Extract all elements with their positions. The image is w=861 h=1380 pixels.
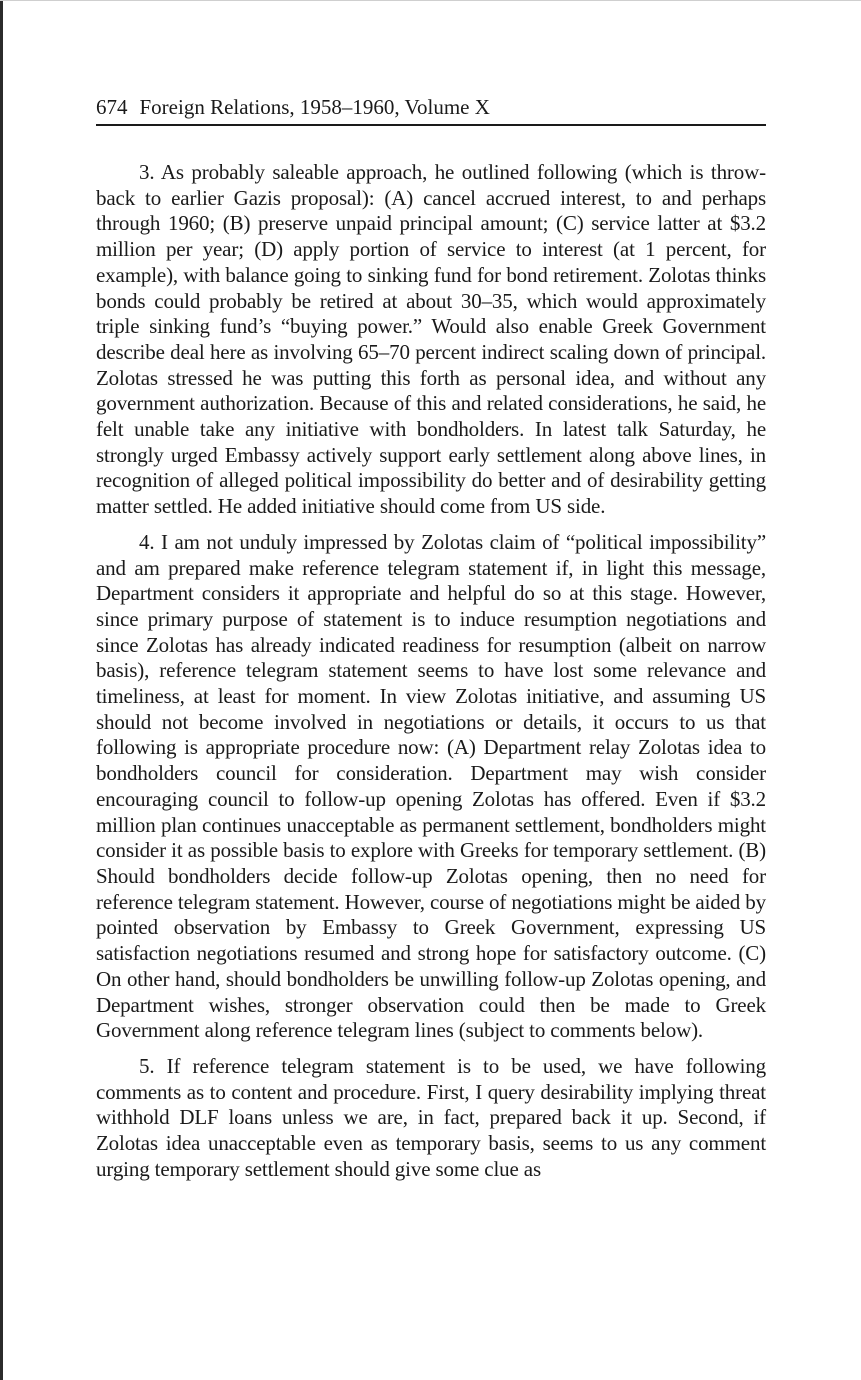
document-body xyxy=(96,160,766,1192)
running-title: Foreign Relations, 1958–1960, Volume X xyxy=(139,95,490,119)
paragraph-3: 3. As probably saleable approach, he outlined following (which is throw-back to earlier Gazis proposal): (A) cancel accrued interest, to and perhaps through 1960; (B) preserve unpaid principal amount; (C) service latter at $3.2 million per year; (D) apply portion of service to interest (at 1 percent, for example), with balance going to sinking fund for bond retirement. Zolotas thinks bonds could probably be retired at about 30–35, which would approximately triple sinking fund’s “buying power.” Would also enable Greek Government describe deal here as involving 65–70 percent indirect scaling down of principal. Zolotas stressed he was putting this forth as personal idea, and without any government authorization. Because of this and related considerations, he said, he felt unable take any initiative with bondholders. In latest talk Saturday, he strongly urged Embassy actively support early settlement along above lines, in recognition of alleged political impossibility do better and of desirability getting matter settled. He added initiative should come from US side. xyxy=(96,160,766,519)
running-header xyxy=(96,92,766,126)
scan-border-top xyxy=(0,0,861,1)
paragraph-5: 5. If reference telegram statement is to be used, we have following comments as to content and procedure. First, I query desirability implying threat withhold DLF loans unless we are, in fact, prepared back it up. Second, if Zolotas idea unacceptable even as temporary basis, seems to us any comment urging temporary settlement should give some clue as xyxy=(96,1053,766,1181)
scan-border-left xyxy=(0,0,3,1380)
page-number: 674 xyxy=(96,95,128,119)
paragraph-4: 4. I am not unduly impressed by Zolotas claim of “political impossibility” and am prepared make reference telegram statement if, in light this message, Department considers it appropriate and helpful do so at this stage. However, since primary purpose of statement is to induce resumption negotiations and since Zolotas has already indicated readiness for resumption (albeit on narrow basis), reference telegram statement seems to have lost some relevance and timeliness, at least for moment. In view Zolotas initiative, and assuming US should not become involved in negotiations or details, it occurs to us that following is appropriate procedure now: (A) Department relay Zolotas idea to bondholders council for consideration. Department may wish consider encouraging council to follow-up opening Zolotas has offered. Even if $3.2 million plan continues unacceptable as permanent settlement, bondholders might consider it as possible basis to explore with Greeks for temporary settlement. (B) Should bondholders decide follow-up Zolotas opening, then no need for reference telegram statement. However, course of negotiations might be aided by pointed observation by Embassy to Greek Government, expressing US satisfaction negotiations resumed and strong hope for satisfactory outcome. (C) On other hand, should bondholders be unwilling follow-up Zolotas opening, and Department wishes, stronger observation could then be made to Greek Government along reference telegram lines (subject to comments below). xyxy=(96,529,766,1043)
